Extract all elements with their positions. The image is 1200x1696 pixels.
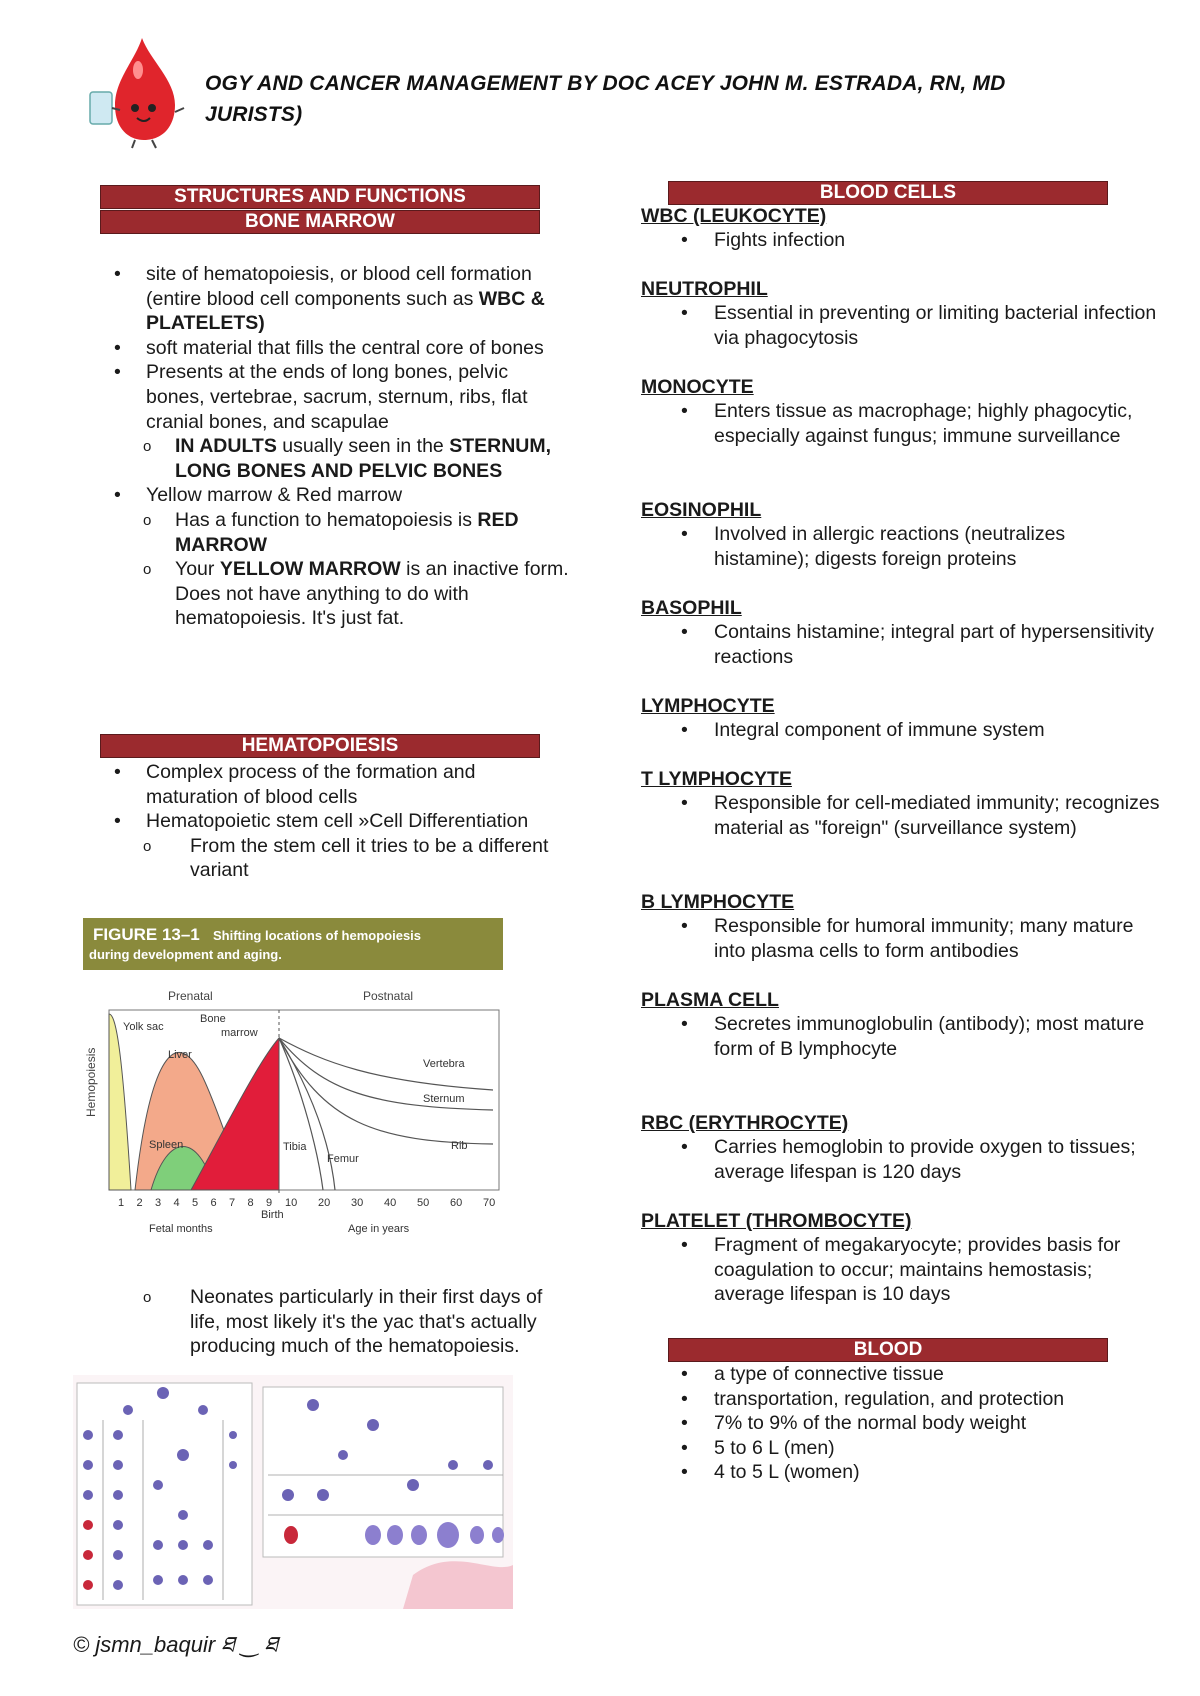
list-item: • 5 to 6 L (men) [641,1436,1161,1461]
cell-differentiation-figure [73,1375,513,1609]
cell-heading: B LYMPHOCYTE [641,891,795,913]
list-item: o From the stem cell it tries to be a different variant [102,834,572,883]
list-item: • Complex process of the formation and maturation of blood cells [102,760,572,809]
tick-label: 6 [210,1197,217,1209]
list-item: • Enters tissue as macrophage; highly phagocytic, especially against fungus; immune surveillance [641,399,1161,448]
tick-label: 8 [247,1197,254,1209]
blood-cell-entry [641,891,1161,963]
blood-cell-entry [641,695,1161,743]
cell-heading: PLATELET (THROMBOCYTE) [641,1210,912,1232]
blood-cell-entry [641,1112,1161,1184]
tick-label: 70 [483,1197,496,1209]
blood-cell-entry [641,1210,1161,1307]
tick-label: 9 [266,1197,273,1209]
list-item: o Neonates particularly in their first days of life, most likely it's the yac that's actually producing much of the hematopoiesis. [102,1285,572,1359]
label-marrow: marrow [221,1027,258,1039]
list-item: • Responsible for cell-mediated immunity; recognizes material as "foreign" (surveillance system) [641,791,1161,840]
tick-label: 5 [192,1197,199,1209]
cell-heading: MONOCYTE [641,376,754,398]
tick-label: 60 [450,1197,463,1209]
blood-cell-entry [641,597,1161,669]
header-title-line2: JURISTS) [205,103,303,126]
label-bone: Bone [200,1013,226,1025]
list-item: • 4 to 5 L (women) [641,1460,1161,1485]
yolk-sac-curve [109,1014,131,1190]
axis-ylabel: Hemopoiesis [84,1047,98,1117]
label-fetal-months: Fetal months [149,1223,213,1235]
hematopoiesis-list [102,760,572,883]
banner-bone-marrow: BONE MARROW [100,210,540,234]
banner-structures-functions: STRUCTURES AND FUNCTIONS [100,185,540,209]
blood-cell-entry [641,499,1161,571]
figure-caption-2: during development and aging. [89,947,282,962]
label-vertebra: Vertebra [423,1058,465,1070]
tick-label: 10 [285,1197,298,1209]
label-spleen: Spleen [149,1139,184,1151]
list-item: o IN ADULTS usually seen in the STERNUM, LONG BONES AND PELVIC BONES [102,434,572,483]
list-item: • Fragment of megakaryocyte; provides basis for coagulation to occur; maintains hemostasis; average lifespan is 10 days [641,1233,1161,1307]
tick-label: 1 [118,1197,125,1209]
list-item: • Carries hemoglobin to provide oxygen to tissues; average lifespan is 120 days [641,1135,1161,1184]
list-item: • Essential in preventing or limiting bacterial infection via phagocytosis [641,301,1161,350]
cell-heading: BASOPHIL [641,597,742,619]
cell-heading: LYMPHOCYTE [641,695,775,717]
list-item: • Contains histamine; integral part of hypersensitivity reactions [641,620,1161,669]
tick-label: 2 [136,1197,143,1209]
label-femur: Femur [327,1153,359,1165]
label-birth: Birth [261,1209,284,1221]
list-item: • site of hematopoiesis, or blood cell formation (entire blood cell components such as WBC & PLATELETS) [102,262,572,336]
tick-label: 50 [417,1197,430,1209]
neonate-note [102,1285,572,1359]
tick-label: 40 [384,1197,397,1209]
cell-heading: PLASMA CELL [641,989,779,1011]
list-item: o Your YELLOW MARROW is an inactive form. Does not have anything to do with hematopoiesis. It's just fat. [102,557,572,631]
tick-label: 20 [318,1197,331,1209]
label-age-years: Age in years [348,1223,410,1235]
list-item: • Presents at the ends of long bones, pelvic bones, vertebrae, sacrum, sternum, ribs, flat cranial bones, and scapulae [102,360,572,434]
footer-credit: © jsmn_baquir ཐ ‿ ཐ [73,1632,278,1657]
blood-cell-entry [641,278,1161,350]
figure-caption-source: Shifting locations of hemopoiesis during development and aging. [73,912,102,913]
list-item: • Integral component of immune system [641,718,1161,743]
cell-heading: NEUTROPHIL [641,278,768,300]
cell-heading: RBC (ERYTHROCYTE) [641,1112,849,1134]
list-item: • Hematopoietic stem cell »Cell Differentiation [102,809,572,834]
cell-heading: EOSINOPHIL [641,499,762,521]
banner-blood-cells: BLOOD CELLS [668,181,1108,205]
cell-heading: T LYMPHOCYTE [641,768,792,790]
label-liver: Liver [168,1049,192,1061]
blood-cell-entry [641,989,1161,1061]
list-item: • transportation, regulation, and protection [641,1387,1161,1412]
list-item: • Yellow marrow & Red marrow [102,483,572,508]
cell-heading: WBC (LEUKOCYTE) [641,205,827,227]
header-title-line1: OGY AND CANCER MANAGEMENT BY DOC ACEY JOHN M. ESTRADA, RN, MD [205,72,1006,95]
banner-blood: BLOOD [668,1338,1108,1362]
label-prenatal: Prenatal [168,989,213,1003]
label-sternum: Sternum [423,1093,465,1105]
label-postnatal: Postnatal [363,989,414,1003]
tick-label: 4 [173,1197,180,1209]
figure-number: FIGURE 13–1 [93,925,200,944]
blood-drop-mascot-icon [80,30,200,150]
tick-label: 30 [351,1197,364,1209]
blood-cell-entry [641,376,1161,448]
tick-label: 7 [229,1197,236,1209]
list-item: o Has a function to hematopoiesis is RED MARROW [102,508,572,557]
tick-label: 3 [155,1197,162,1209]
banner-hematopoiesis: HEMATOPOIESIS [100,734,540,758]
blood-cell-entry [641,768,1161,840]
label-tibia: Tibia [283,1141,307,1153]
list-item: • Responsible for humoral immunity; many mature into plasma cells to form antibodies [641,914,1161,963]
figure-caption-1: Shifting locations of hemopoiesis [213,928,422,943]
list-item: • a type of connective tissue [641,1362,1161,1387]
list-item: • soft material that fills the central core of bones [102,336,572,361]
blood-cell-entry [641,205,1161,253]
list-item: • Involved in allergic reactions (neutralizes histamine); digests foreign proteins [641,522,1161,571]
list-item: • 7% to 9% of the normal body weight [641,1411,1161,1436]
list-item: • Fights infection [641,228,1161,253]
blood-facts-list [641,1362,1161,1485]
label-rib: Rib [451,1140,468,1152]
label-yolk-sac: Yolk sac [123,1021,164,1033]
list-item: • Secretes immunoglobulin (antibody); most mature form of B lymphocyte [641,1012,1161,1061]
bone-marrow-list [102,262,572,631]
hemopoiesis-figure [73,912,513,1252]
